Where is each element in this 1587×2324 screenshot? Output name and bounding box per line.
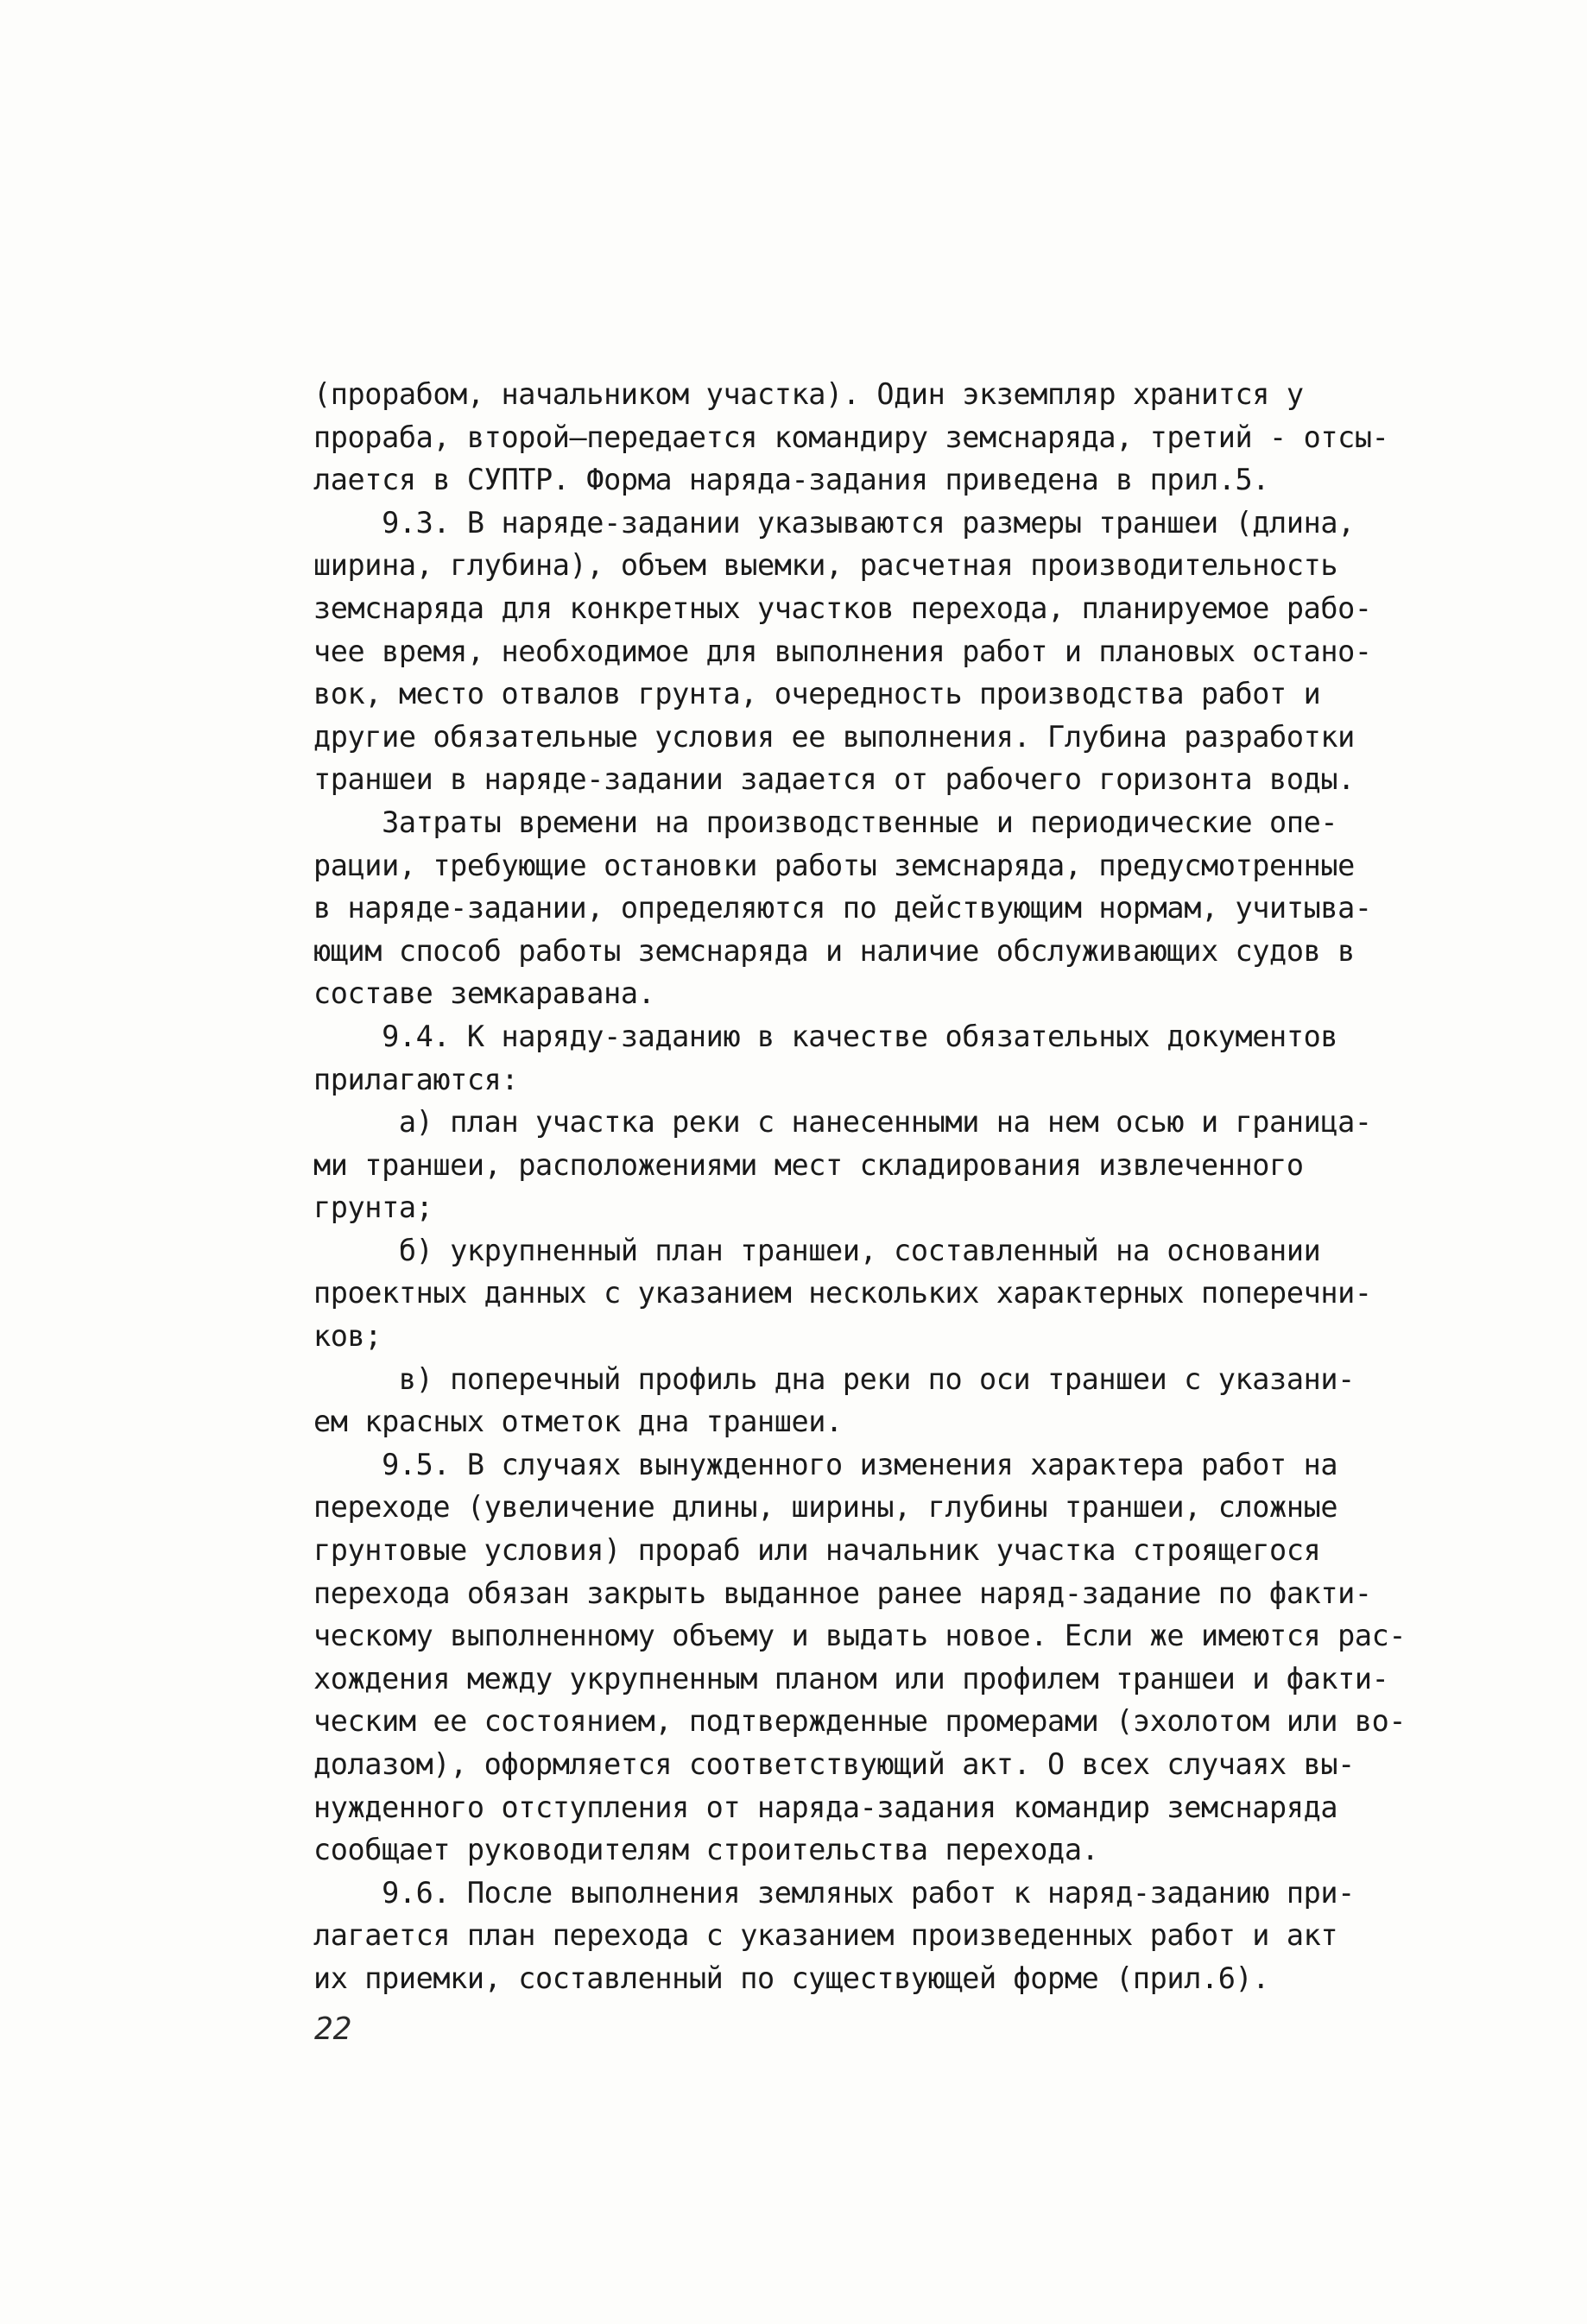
text-line: ширина, глубина), объем выемки, расчетная производительность bbox=[313, 548, 1338, 583]
text-line: грунтовые условия) прораб или начальник участка строящегося bbox=[313, 1533, 1321, 1568]
text-line: чее время, необходимое для выполнения работ и плановых остано- bbox=[313, 634, 1372, 668]
text-line: долазом), оформляется соответствующий акт. О всех случаях вы- bbox=[313, 1747, 1355, 1781]
text-line: рации, требующие остановки работы земснаряда, предусмотренные bbox=[313, 848, 1355, 882]
text-line: ческому выполненному объему и выдать новое. Если же имеются рас- bbox=[313, 1619, 1407, 1653]
text-line: прилагаются: bbox=[313, 1062, 519, 1096]
text-line: ем красных отметок дна траншеи. bbox=[313, 1405, 843, 1439]
text-line: лагается план перехода с указанием произведенных работ и акт bbox=[313, 1918, 1338, 1953]
text-line: траншеи в наряде-задании задается от рабочего горизонта воды. bbox=[313, 762, 1355, 797]
text-line: грунта; bbox=[313, 1190, 433, 1225]
page-number: 22 bbox=[314, 2011, 352, 2047]
text-line: ми траншеи, расположениями мест складирования извлеченного bbox=[313, 1147, 1304, 1182]
text-line: другие обязательные условия ее выполнения. Глубина разработки bbox=[313, 719, 1355, 754]
text-line: ющим способ работы земснаряда и наличие обслуживающих судов в bbox=[313, 933, 1355, 968]
text-line: а) план участка реки с нанесенными на нем осью и граница- bbox=[313, 1105, 1372, 1140]
text-line: прораба, второй—передается командиру земснаряда, третий - отсы- bbox=[313, 420, 1389, 454]
text-line: проектных данных с указанием нескольких характерных поперечни- bbox=[313, 1276, 1372, 1310]
body-text bbox=[313, 373, 1410, 2000]
text-line: нужденного отступления от наряда-задания командир земснаряда bbox=[313, 1790, 1338, 1824]
text-line: вок, место отвалов грунта, очередность производства работ и bbox=[313, 677, 1321, 711]
text-line: 9.5. В случаях вынужденного изменения характера работ на bbox=[313, 1447, 1338, 1481]
text-line: Затраты времени на производственные и периодические опе- bbox=[313, 805, 1338, 839]
text-line: сообщает руководителям строительства перехода. bbox=[313, 1833, 1099, 1867]
text-line: земснаряда для конкретных участков перехода, планируемое рабо- bbox=[313, 590, 1372, 625]
text-line: в) поперечный профиль дна реки по оси траншеи с указани- bbox=[313, 1361, 1355, 1396]
text-line: лается в СУПТР. Форма наряда-задания приведена в прил.5. bbox=[313, 463, 1270, 497]
text-line: ческим ее состоянием, подтвержденные промерами (эхолотом или во- bbox=[313, 1704, 1407, 1739]
text-line: перехода обязан закрыть выданное ранее наряд-задание по факти- bbox=[313, 1576, 1372, 1610]
text-line: б) укрупненный план траншеи, составленный на основании bbox=[313, 1233, 1321, 1267]
text-line: их приемки, составленный по существующей форме (прил.6). bbox=[313, 1961, 1270, 1995]
text-line: переходе (увеличение длины, ширины, глубины траншеи, сложные bbox=[313, 1490, 1338, 1525]
text-line: составе земкаравана. bbox=[313, 976, 655, 1011]
text-line: хождения между укрупненным планом или профилем траншеи и факти- bbox=[313, 1661, 1389, 1696]
text-line: ков; bbox=[313, 1319, 383, 1354]
text-line: (прорабом, начальником участка). Один экземпляр хранится у bbox=[313, 377, 1304, 411]
text-line: 9.4. К наряду-заданию в качестве обязательных документов bbox=[313, 1019, 1338, 1053]
text-line: 9.3. В наряде-задании указываются размеры траншеи (длина, bbox=[313, 505, 1355, 540]
text-line: 9.6. После выполнения земляных работ к наряд-заданию при- bbox=[313, 1875, 1355, 1910]
text-line: в наряде-задании, определяются по действующим нормам, учитыва- bbox=[313, 891, 1372, 925]
